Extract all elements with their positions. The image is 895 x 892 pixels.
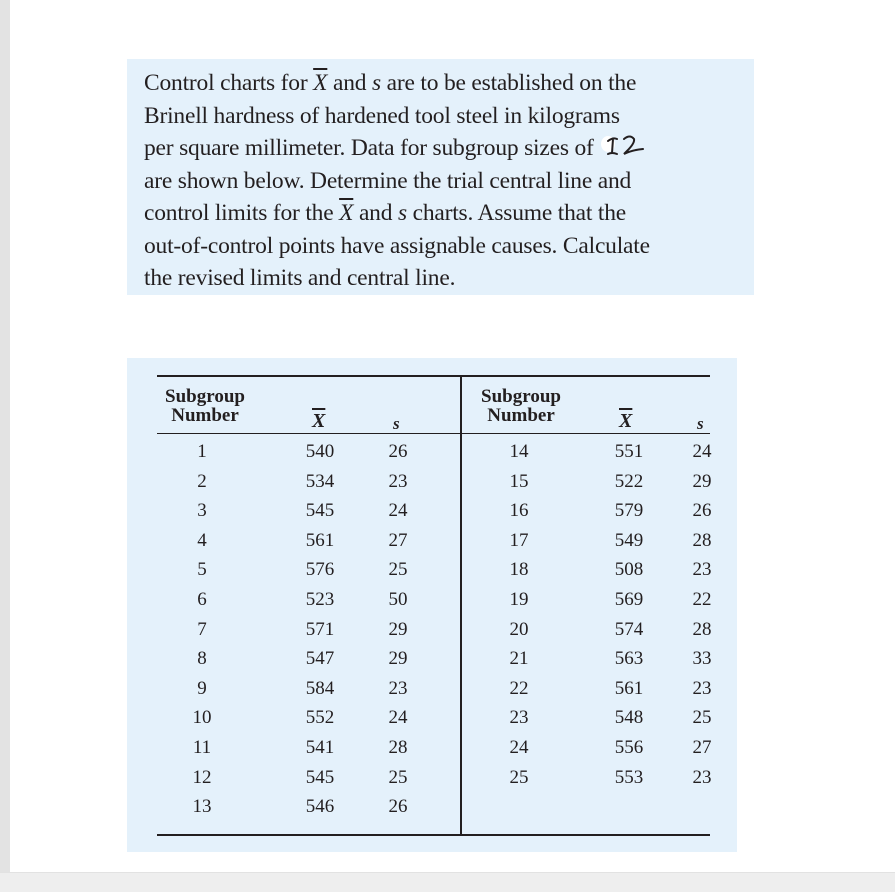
xbar-cell: 549 [614,529,644,551]
s-cell: 24 [388,500,408,522]
problem-line-2: Brinell hardness of hardened tool steel in kilograms [144,102,620,129]
subgroup-number-cell: 4 [197,529,207,551]
subgroup-number-cell: 10 [192,707,212,729]
xbar-cell: 508 [614,559,644,581]
xbar-cell: 553 [614,766,644,788]
subgroup-number-cell: 17 [509,529,529,551]
subgroup-number-cell: 6 [197,589,207,610]
data-table [127,358,737,852]
subgroup-number-cell: 13 [192,796,212,818]
s-cell: 27 [692,737,712,758]
xbar-cell: 548 [614,707,644,729]
s-cell: 28 [388,737,408,758]
viewer-bottom-bar [0,872,895,892]
s-cell: 29 [388,648,408,670]
subgroup-number-cell: 8 [197,648,207,670]
xbar-cell: 556 [614,737,644,758]
problem-text [144,67,754,295]
s-cell: 26 [692,500,712,522]
xbar-cell: 552 [305,707,335,729]
xbar-cell: 563 [614,648,644,670]
xbar-cell: 540 [305,441,335,462]
xbar-cell: 523 [305,589,335,610]
subgroup-number-cell: 12 [192,766,212,788]
s-symbol: s [372,70,381,96]
subgroup-number-cell: 14 [509,441,529,462]
s-symbol: s [397,200,407,226]
s-cell: 26 [388,441,408,462]
subgroup-number-cell: 9 [197,677,207,699]
xbar-cell: 561 [305,529,335,551]
s-cell: 25 [388,766,408,788]
table-bottom-rule [157,834,710,836]
subgroup-number-cell: 25 [509,766,529,788]
problem-line-5: control limits for the $\overline{X}$ and s charts. Assume that the [144,200,626,226]
header-s: s [393,414,400,433]
xbar-cell: 545 [305,766,335,788]
problem-line-7: the revised limits and central line. [144,265,456,291]
problem-line-4: are shown below. Determine the trial central line and [144,167,632,194]
s-cell: 29 [388,618,408,640]
subgroup-number-cell: 16 [509,500,529,522]
xbar-cell: 547 [305,648,335,670]
s-cell: 24 [692,441,712,462]
problem-line-6: out-of-control points have assignable causes. Calculate [144,232,650,259]
s-cell: 28 [692,618,712,640]
xbar-cell: 534 [305,470,335,492]
s-cell: 27 [388,529,408,551]
subgroup-number-cell: 21 [509,648,529,670]
s-cell: 23 [692,559,712,581]
s-cell: 23 [692,766,712,788]
header-xbar: $\overline{X}$ [619,410,633,432]
problem-line-3: per square millimeter. Data for subgroup sizes of [144,132,754,165]
subgroup-number-cell: 2 [197,470,207,492]
s-cell: 24 [388,707,408,729]
s-cell: 33 [692,648,712,670]
header-xbar: $\overline{X}$ [312,410,326,432]
xbar-cell: 576 [305,559,335,581]
subgroup-number-cell: 11 [192,737,212,758]
subgroup-number-cell: 24 [509,737,529,758]
xbar-symbol: $\overline{X}$ [339,200,354,226]
subgroup-number-cell: 5 [197,559,207,581]
s-cell: 23 [388,470,408,492]
subgroup-number-cell: 23 [509,707,529,729]
viewer-left-border [0,0,10,892]
subgroup-number-cell: 7 [197,618,207,640]
s-cell: 22 [692,589,712,610]
handwritten-subgroup-size [599,133,647,159]
s-cell: 50 [388,589,408,610]
xbar-cell: 541 [305,737,335,758]
s-cell: 26 [388,796,408,818]
xbar-cell: 545 [305,500,335,522]
problem-line-1: Control charts for $\overline{X}$ and s are to be established on the [144,70,637,96]
subgroup-number-cell: 3 [197,500,207,522]
header-subgroup-number: Subgroup Number [481,386,561,426]
s-cell: 29 [692,470,712,492]
xbar-cell: 574 [614,618,644,640]
subgroup-number-cell: 1 [197,441,207,462]
s-cell: 28 [692,529,712,551]
problem-statement [127,59,754,295]
table-header-rule [157,433,710,434]
xbar-cell: 584 [305,677,335,699]
xbar-cell: 571 [305,618,335,640]
subgroup-number-cell: 15 [509,470,529,492]
subgroup-number-cell: 18 [509,559,529,581]
xbar-cell: 522 [614,470,644,492]
xbar-cell: 569 [614,589,644,610]
header-subgroup-number: Subgroup Number [165,386,245,426]
subgroup-number-cell: 22 [509,677,529,699]
xbar-cell: 561 [614,677,644,699]
subgroup-number-cell: 19 [509,589,529,610]
xbar-cell: 546 [305,796,335,818]
s-cell: 25 [388,559,408,581]
xbar-cell: 551 [614,441,644,462]
s-cell: 23 [692,677,712,699]
xbar-cell: 579 [614,500,644,522]
s-cell: 25 [692,707,712,729]
s-cell: 23 [388,677,408,699]
header-s: s [697,414,704,433]
subgroup-number-cell: 20 [509,618,529,640]
table-top-rule [157,375,710,377]
table-column-divider [460,376,462,834]
xbar-symbol: $\overline{X}$ [313,70,328,96]
